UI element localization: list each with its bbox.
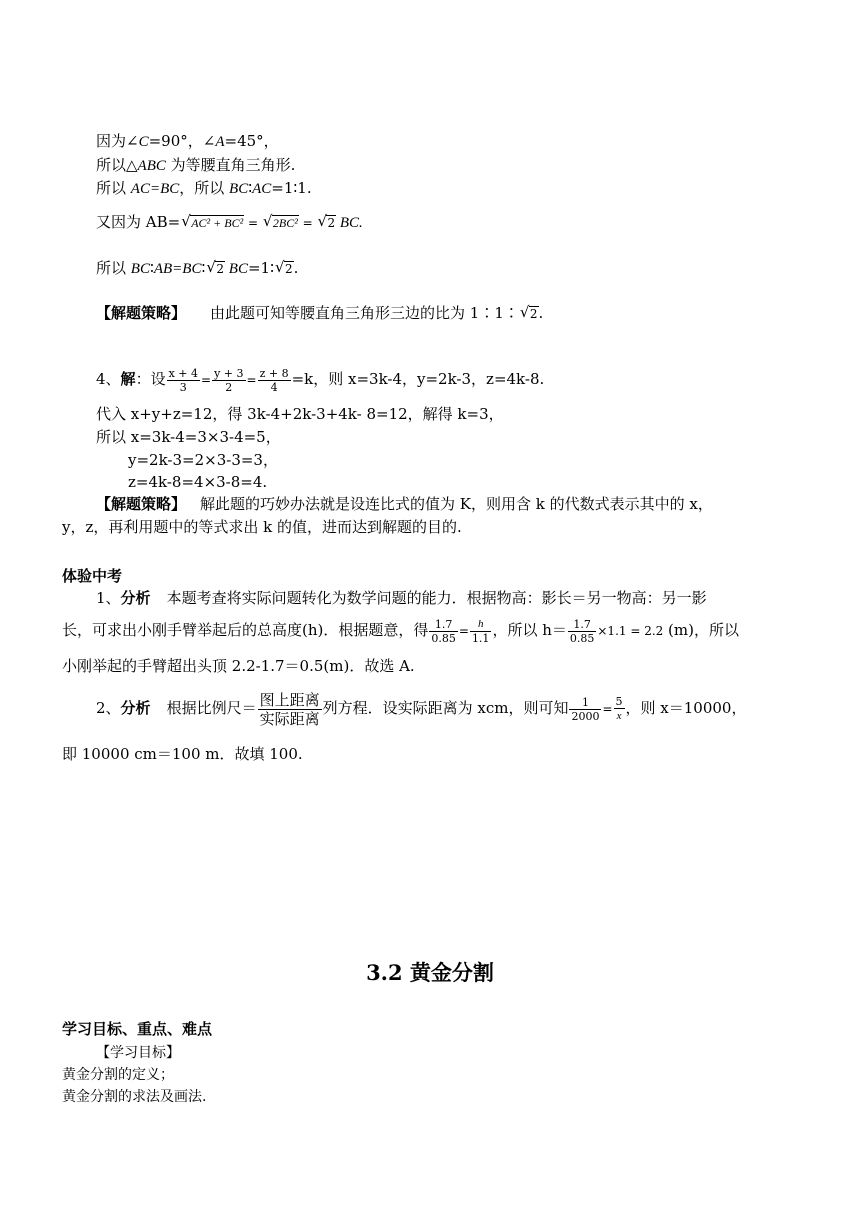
goals-label: 【学习目标】 bbox=[96, 1045, 180, 1061]
section-heading: 体验中考 bbox=[62, 567, 123, 585]
text-line: y=2k-3=2×3-3=3， bbox=[128, 451, 278, 469]
text-line: 所以△ABC 为等腰直角三角形. bbox=[96, 156, 296, 174]
sqrt-expression: √ 2BC² bbox=[262, 212, 298, 230]
goal-item: 黄金分割的定义； bbox=[62, 1067, 174, 1083]
text-line: z=4k-8=4×3-8=4. bbox=[128, 473, 268, 491]
fraction: $\frac{1}{2000}$ bbox=[571, 695, 600, 723]
text-line: 因为∠C=90°，∠A=45°， bbox=[96, 132, 279, 150]
sqrt-expression: √ 2 bbox=[317, 212, 336, 230]
equation-line: 4、解：设 $\frac{x + 4}{3}$ = $\frac{y + 3}{2}$ = $\frac{z + 8}{4}$ =k，则 x=3k-4，y=2k-3，z=4k-8. bbox=[96, 366, 545, 394]
fraction: $\frac{5}{x}$ bbox=[615, 695, 623, 722]
fraction: $\frac{y + 3}{2}$ bbox=[214, 366, 244, 394]
text-line: 所以 AC=BC，所以 BC∶AC=1∶1. bbox=[96, 179, 312, 197]
fraction: $\frac{x + 4}{3}$ bbox=[168, 366, 198, 394]
fraction: $\frac{z + 8}{4}$ bbox=[259, 366, 289, 394]
goal-item: 黄金分割的求法及画法. bbox=[62, 1089, 207, 1105]
text-line: 即 10000 cm＝100 m．故填 100. bbox=[62, 745, 303, 763]
sqrt-expression: √ 2 bbox=[274, 258, 293, 276]
sqrt-expression: √ 2 bbox=[519, 303, 538, 321]
equation-line: 长，可求出小刚手臂举起后的总高度(h)．根据题意，得 $\frac{1.7}{0.85}$ = $\frac{h}{1.1}$ ，所以 h＝ $\frac{1.7}{0.85}$ ×1.1 = 2.2 (m)，所以 bbox=[62, 617, 739, 645]
goals-heading: 学习目标、重点、难点 bbox=[62, 1020, 213, 1038]
sqrt-expression: √ AC² + BC² bbox=[181, 212, 244, 230]
sqrt-expression: √ 2 bbox=[206, 258, 225, 276]
fraction: $\frac{h}{1.1}$ bbox=[471, 618, 490, 645]
fraction: $\frac{\text{图上距离}}{\text{实际距离}}$ bbox=[259, 690, 320, 728]
section-title: 3.2 黄金分割 bbox=[366, 960, 494, 985]
strategy-line: 【解题策略】 由此题可知等腰直角三角形三边的比为 1∶1∶ √ 2. bbox=[96, 303, 544, 322]
fraction: $\frac{1.7}{0.85}$ bbox=[569, 617, 595, 645]
text-line: y，z，再利用题中的等式求出 k 的值，进而达到解题的目的. bbox=[62, 518, 462, 536]
text-line: 所以 BC∶AB=BC∶ √ 2 BC=1∶ √ 2. bbox=[96, 258, 299, 277]
text-line: 小刚举起的手臂超出头顶 2.2-1.7＝0.5(m)．故选 A. bbox=[62, 657, 415, 675]
text-line: 所以 x=3k-4=3×3-4=5， bbox=[96, 428, 281, 446]
text-line: 代入 x+y+z=12，得 3k-4+2k-3+4k- 8=12，解得 k=3， bbox=[96, 405, 504, 423]
equation-line: 又因为 AB= √ AC² + BC² = √ 2BC² = √ 2 BC. bbox=[96, 212, 363, 231]
text-line: 1、分析 本题考查将实际问题转化为数学问题的能力．根据物高：影长＝另一物高：另一影 bbox=[96, 589, 707, 607]
fraction: $\frac{1.7}{0.85}$ bbox=[431, 617, 456, 645]
equation-line: 2、分析 根据比例尺＝ $\frac{\text{图上距离}}{\text{实际距离}}$ 列方程．设实际距离为 xcm，则可知 $\frac{1}{2000}$ = $\frac{5}{x}$ ，则 x＝10000， bbox=[96, 690, 747, 728]
strategy-line: 【解题策略】 解此题的巧妙办法就是设连比式的值为 K，则用含 k 的代数式表示其中的 x， bbox=[96, 495, 713, 513]
